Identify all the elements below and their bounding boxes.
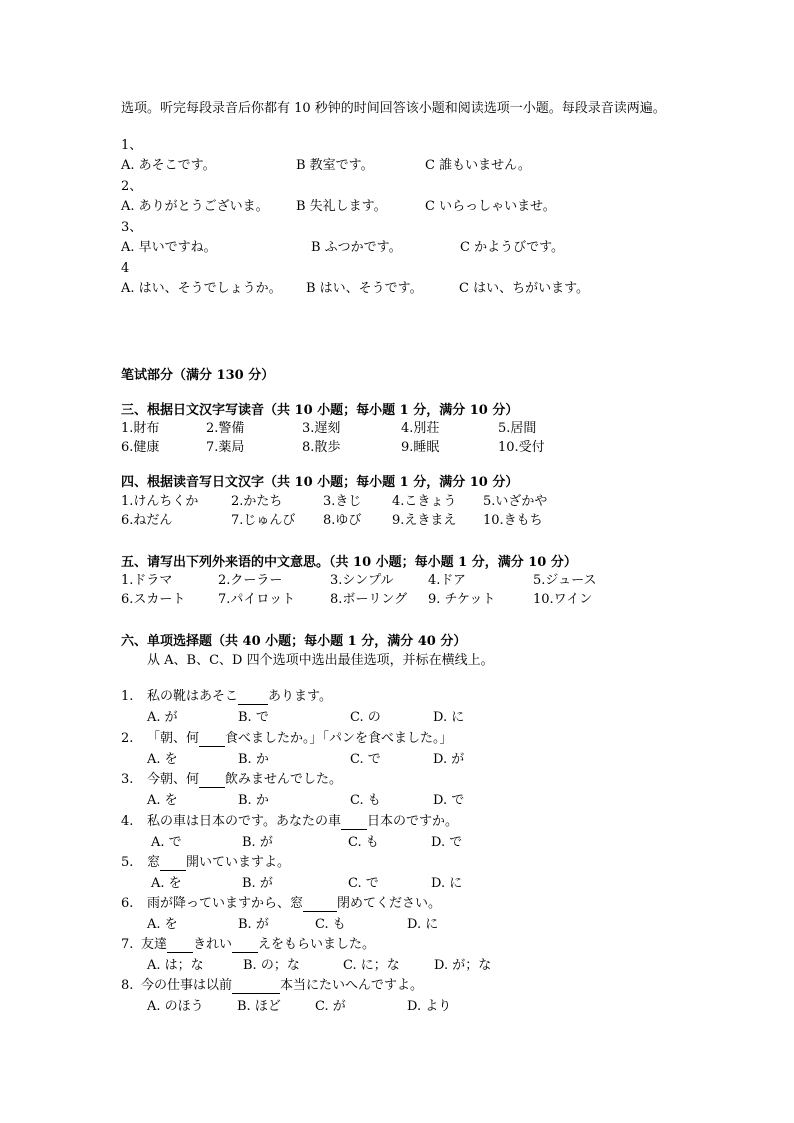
listening-q4-option-a: A. はい、そうでしょうか。 [121, 281, 282, 296]
option-d: D. が [433, 752, 465, 767]
section5-item: 5.ジュース [533, 573, 597, 588]
section4-item: 3.きじ [323, 494, 362, 509]
section6-instruction: 从 A、B、C、D 四个选项中选出最佳选项，并标在横线上。 [147, 653, 494, 668]
option-b: B. の；な [243, 958, 300, 973]
option-c: C. の [350, 710, 381, 725]
question-stem [147, 854, 290, 871]
section5-item: 4.ドア [428, 573, 467, 588]
listening-q1-option-b: B 教室です。 [296, 158, 374, 173]
listening-q3-number: 3、 [121, 220, 143, 235]
option-d: D. に [433, 710, 465, 725]
option-a: A. を [151, 876, 182, 891]
question-stem [147, 895, 441, 912]
option-d: D. より [407, 999, 452, 1014]
section4-item: 9.えきまえ [392, 513, 457, 528]
listening-q2-option-c: C いらっしゃいませ。 [425, 199, 556, 214]
stem-text: 開いていますよ。 [186, 855, 291, 870]
option-a: A. は；な [147, 958, 204, 973]
answer-blank [341, 816, 367, 830]
answer-blank [303, 898, 337, 912]
question-stem [141, 936, 375, 953]
section4-title: 四、根据读音写日文汉字（共 10 小题；每小题 1 分，满分 10 分） [121, 475, 519, 490]
question-stem [147, 771, 342, 788]
section5-title: 五、请写出下列外来语的中文意思。（共 10 小题；每小题 1 分，满分 10 分） [121, 555, 577, 570]
section5-item: 9. チケット [428, 592, 496, 607]
option-b: B. で [238, 710, 269, 725]
section5-item: 8.ボーリング [330, 592, 408, 607]
option-b: B. ほど [237, 999, 281, 1014]
section5-item: 7.パイロット [218, 592, 296, 607]
answer-blank [238, 691, 268, 705]
section4-item: 4.こきょう [392, 494, 457, 509]
listening-q1-option-a: A. あそこです。 [121, 158, 216, 173]
answer-blank [199, 733, 225, 747]
listening-q4-number: 4 [121, 261, 130, 276]
option-d: D. で [433, 793, 465, 808]
option-c: C. で [348, 876, 379, 891]
section5-item: 2.クーラー [218, 573, 283, 588]
question-number: 8. [121, 978, 134, 993]
section4-item: 1.けんちくか [121, 494, 199, 509]
section3-item: 6.健康 [121, 440, 160, 455]
question-stem [141, 977, 423, 994]
option-c: C. に；な [343, 958, 400, 973]
stem-text: きれい [193, 937, 233, 952]
section3-item: 4.別荘 [401, 421, 440, 436]
section3-item: 9.睡眠 [401, 440, 440, 455]
option-b: B. か [238, 793, 269, 808]
stem-text: 私の車は日本のです。あなたの車 [147, 814, 341, 829]
stem-text: 「朝、何 [147, 731, 200, 746]
answer-blank [232, 939, 258, 953]
option-a: A. を [147, 752, 178, 767]
section5-item: 10.ワイン [533, 592, 593, 607]
option-c: C. で [350, 752, 381, 767]
listening-q1-number: 1、 [121, 138, 143, 153]
listening-q2-option-b: B 失礼します。 [296, 199, 387, 214]
question-number: 6. [121, 896, 134, 911]
listening-q3-option-c: C かようびです。 [460, 240, 565, 255]
section4-item: 5.いざかや [483, 494, 548, 509]
stem-text: 食べましたか。」「パンを食べました。」 [225, 731, 453, 746]
question-number: 3. [121, 772, 134, 787]
listening-q3-option-a: A. 早いですね。 [121, 240, 217, 255]
option-b: B. が [242, 876, 273, 891]
option-d: D. で [431, 835, 463, 850]
section6-title: 六、单项选择题（共 40 小题；每小题 1 分，满分 40 分） [121, 634, 467, 649]
option-a: A. で [151, 835, 182, 850]
option-a: A. のほう [147, 999, 204, 1014]
section5-item: 6.スカート [121, 592, 186, 607]
stem-text: 友達 [141, 937, 168, 952]
section3-item: 1.財布 [121, 421, 160, 436]
section4-item: 7.じゅんび [231, 513, 296, 528]
stem-text: 今朝、何 [147, 772, 200, 787]
section4-item: 8.ゆび [323, 513, 362, 528]
option-d: D. に [407, 917, 439, 932]
option-b: B. が [238, 917, 269, 932]
option-c: C. も [350, 793, 381, 808]
section3-item: 3.遅刻 [302, 421, 341, 436]
option-a: A. を [147, 793, 178, 808]
option-a: A. が [147, 710, 178, 725]
option-c: C. も [315, 917, 346, 932]
section5-item: 3.シンプル [330, 573, 394, 588]
listening-q2-number: 2、 [121, 179, 143, 194]
stem-text: 日本のですか。 [366, 814, 458, 829]
question-number: 2. [121, 731, 134, 746]
listening-q1-option-c: C 誰もいません。 [425, 158, 531, 173]
question-number: 5. [121, 855, 134, 870]
option-c: C. が [315, 999, 346, 1014]
section4-item: 2.かたち [231, 494, 283, 509]
option-b: B. が [242, 835, 273, 850]
written-part-title: 笔试部分（满分 130 分） [121, 368, 275, 383]
option-b: B. か [238, 752, 269, 767]
listening-q2-option-a: A. ありがとうございま。 [121, 199, 269, 214]
answer-blank [199, 774, 225, 788]
option-a: A. を [147, 917, 178, 932]
section3-title: 三、根据日文汉字写读音（共 10 小题；每小题 1 分，满分 10 分） [121, 403, 519, 418]
stem-text: 今の仕事は以前 [141, 978, 233, 993]
listening-intro: 选项。听完每段录音后你都有 10 秒钟的时间回答该小题和阅读选项一小题。每段录音读两遍。 [121, 101, 666, 116]
option-c: C. も [348, 835, 379, 850]
answer-blank [160, 857, 186, 871]
section3-item: 2.警備 [206, 421, 245, 436]
stem-text: 飲みませんでした。 [225, 772, 343, 787]
section3-item: 10.受付 [498, 440, 545, 455]
listening-q4-option-b: B はい、そうです。 [306, 281, 423, 296]
answer-blank [232, 980, 280, 994]
section3-item: 7.薬局 [206, 440, 245, 455]
question-stem [147, 813, 458, 830]
question-number: 1. [121, 689, 134, 704]
option-d: D. が；な [434, 958, 492, 973]
question-stem [147, 688, 332, 705]
answer-blank [167, 939, 193, 953]
question-number: 7. [121, 937, 134, 952]
section3-item: 5.居間 [498, 421, 537, 436]
listening-q3-option-b: B ふつかです。 [311, 240, 402, 255]
listening-q4-option-c: C はい、ちがいます。 [459, 281, 590, 296]
question-number: 4. [121, 814, 134, 829]
stem-text: 閉めてください。 [337, 896, 442, 911]
question-stem [147, 730, 453, 747]
stem-text: 本当にたいへんですよ。 [280, 978, 424, 993]
stem-text: 窓 [147, 855, 161, 870]
section4-item: 10.きもち [483, 513, 543, 528]
stem-text: あります。 [268, 689, 332, 704]
section3-item: 8.散歩 [302, 440, 341, 455]
option-d: D. に [431, 876, 463, 891]
stem-text: えをもらいました。 [258, 937, 376, 952]
section5-item: 1.ドラマ [121, 573, 173, 588]
stem-text: 私の靴はあそこ [147, 689, 239, 704]
section4-item: 6.ねだん [121, 513, 173, 528]
stem-text: 雨が降っていますから、窓 [147, 896, 304, 911]
